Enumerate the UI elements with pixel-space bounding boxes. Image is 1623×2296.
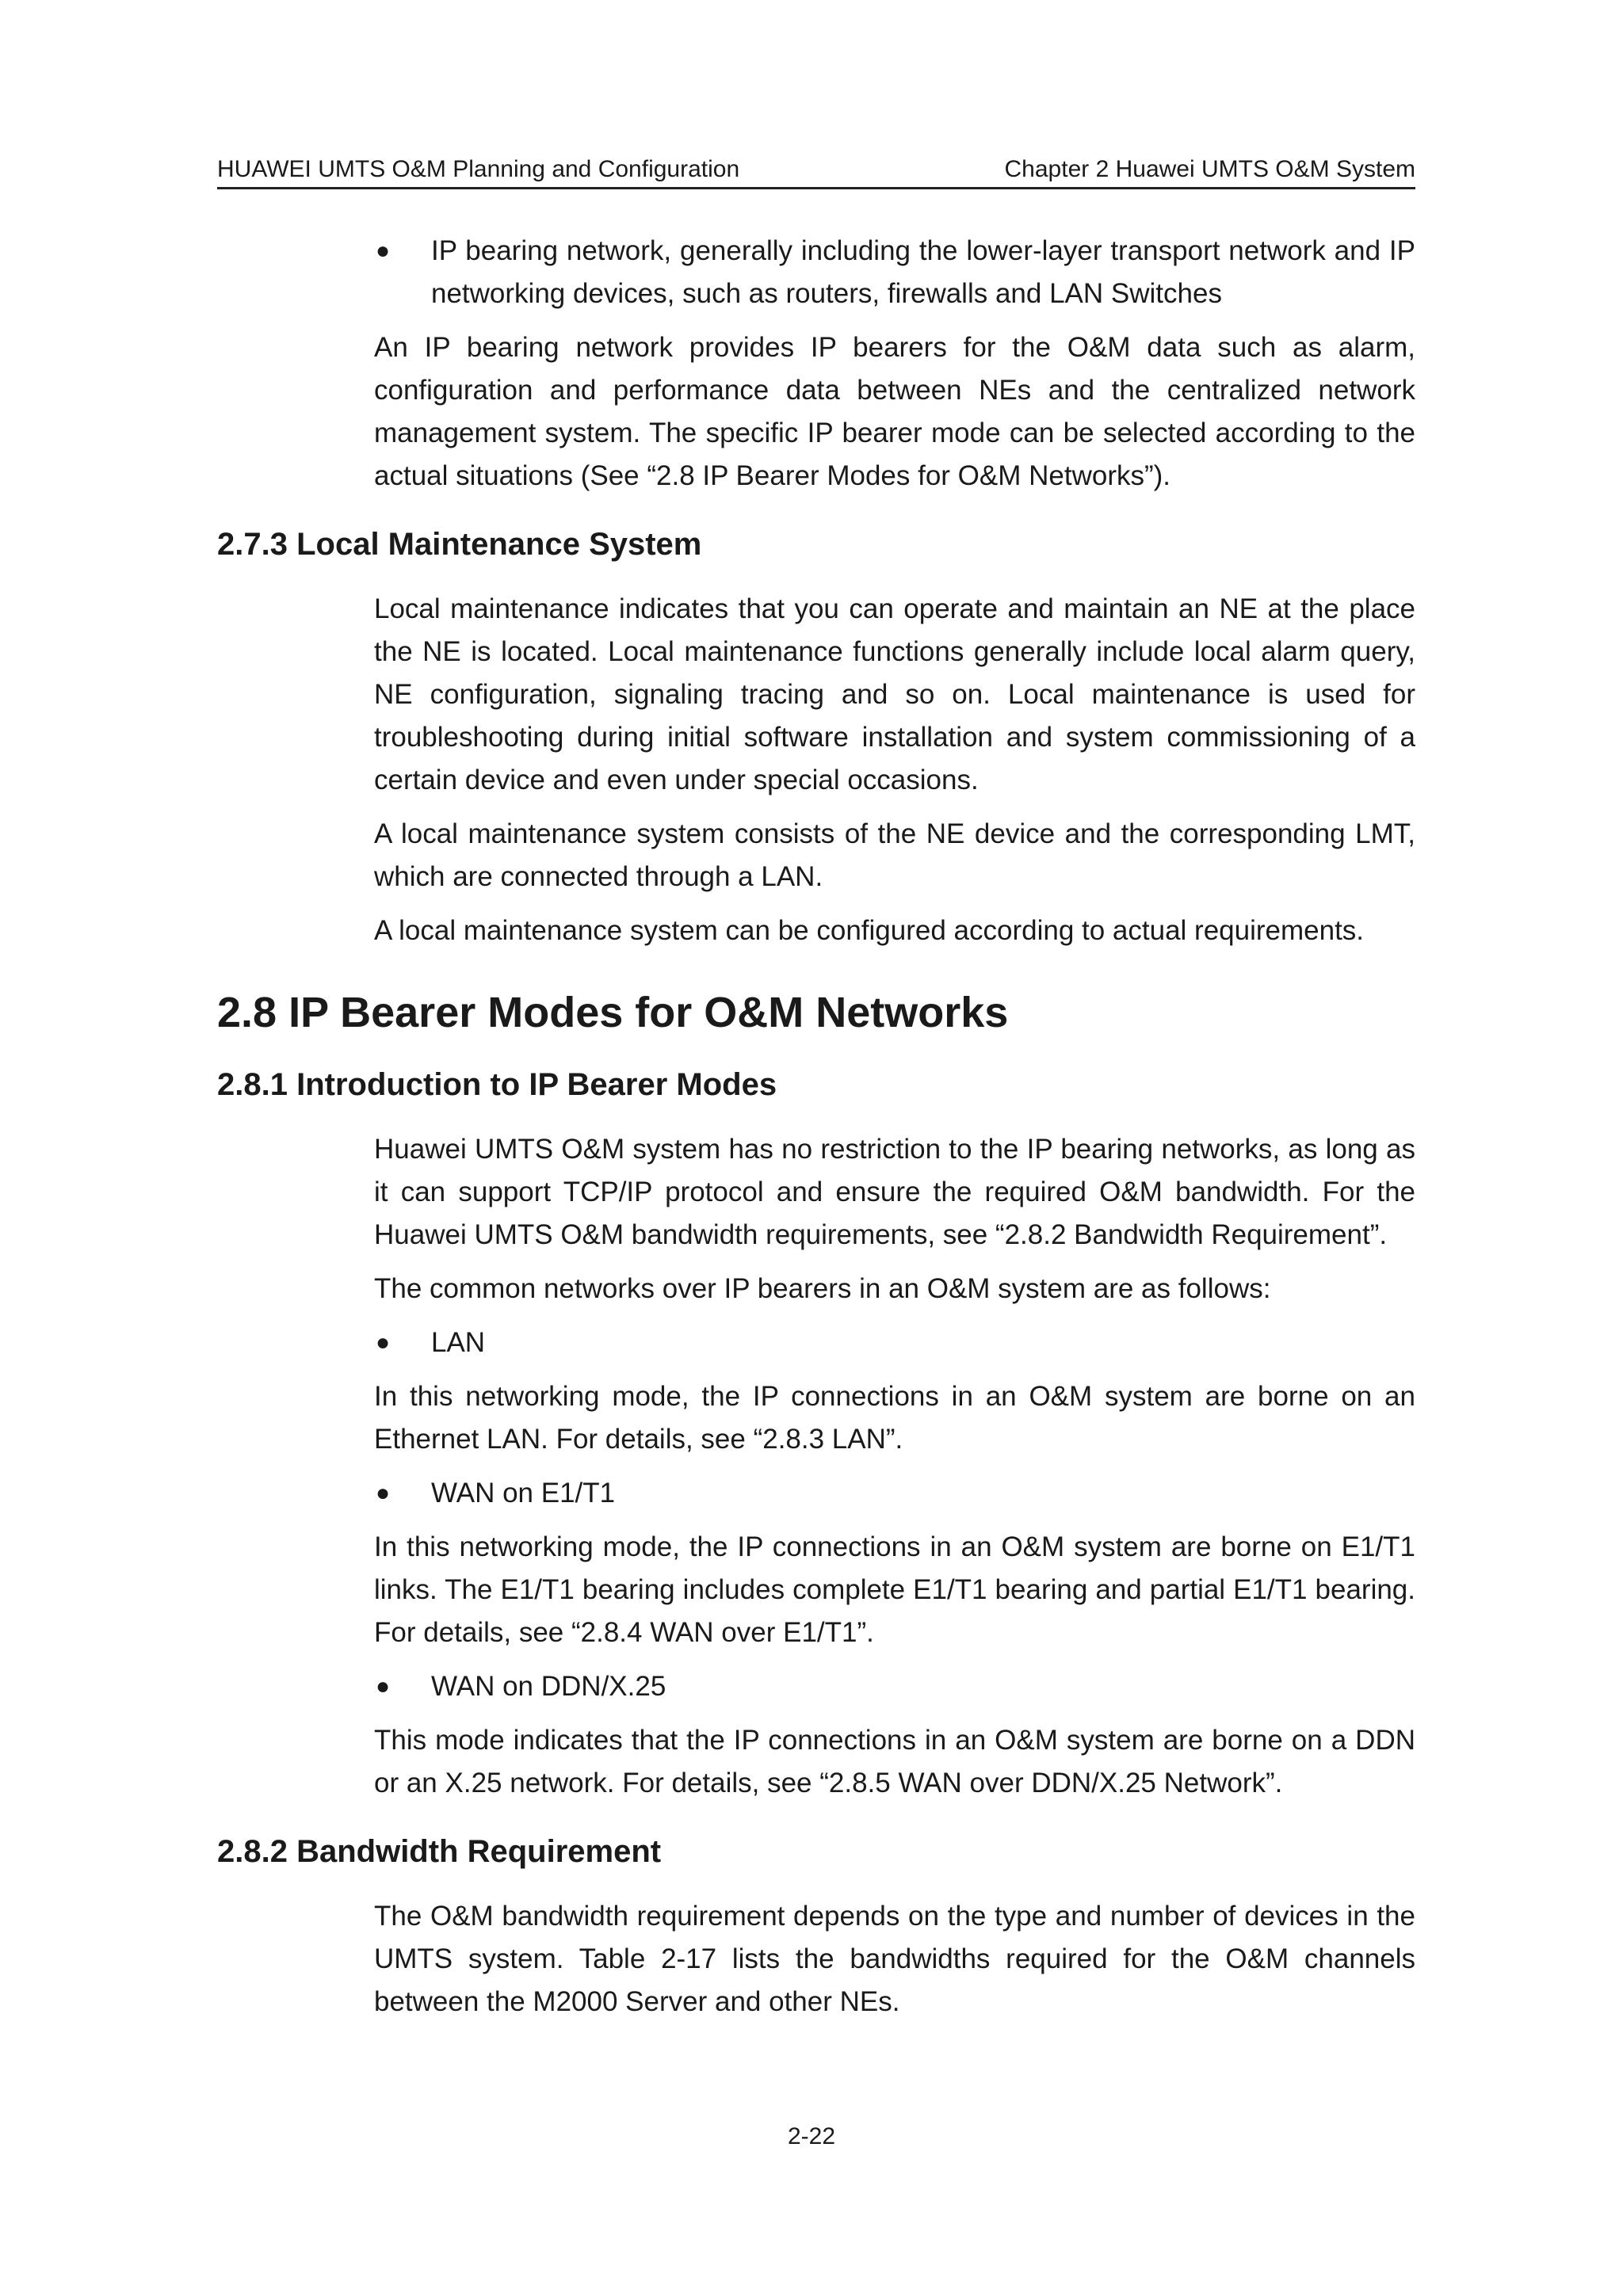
section-body — [374, 230, 1415, 498]
paragraph: A local maintenance system can be configured according to actual requirements. — [374, 915, 1365, 946]
page-content — [217, 230, 1415, 2035]
bullet-icon: ● — [376, 1673, 391, 1699]
paragraph: In this networking mode, the IP connections in an O&M system are borne on E1/T1 links. The E1/T1 bearing includes complete E1/T1 bearing and partial E1/T1 bearing. For details, see “2.8.4 WAN over E1/T1”. — [374, 1531, 1415, 1648]
bullet-item-lan — [374, 1322, 1415, 1364]
page-number: 2-22 — [787, 2123, 836, 2149]
paragraph: Huawei UMTS O&M system has no restriction to the IP bearing networks, as long as it can support TCP/IP protocol and ensure the required O&M bandwidth. For the Huawei UMTS O&M bandwidth requirements, see “2.8.2 Bandwidth Requirement”. — [374, 1134, 1415, 1250]
paragraph: An IP bearing network provides IP bearers for the O&M data such as alarm, configuration and performance data between NEs and the centralized network management system. The specific IP bearer mode can be selected according to the actual situations (See “2.8 IP Bearer Modes for O&M Networks”). — [374, 332, 1415, 491]
paragraph: Local maintenance indicates that you can operate and maintain an NE at the place the NE is located. Local maintenance functions generally include local alarm query, NE configuration, signaling tracing and so on. Local maintenance is used for troubleshooting during initial software installation and system commissioning of a certain device and even under special occasions. — [374, 593, 1415, 795]
bullet-text: IP bearing network, generally including the lower-layer transport network and IP networking devices, such as routers, firewalls and LAN Switches — [431, 235, 1415, 309]
heading-2-8-1: 2.8.1 Introduction to IP Bearer Modes — [217, 1067, 777, 1102]
paragraph: This mode indicates that the IP connections in an O&M system are borne on a DDN or an X.25 network. For details, see “2.8.5 WAN over DDN/X.25 Network”. — [374, 1725, 1415, 1798]
bullet-item-ip-bearing-network — [374, 230, 1415, 315]
header-chapter-title: Chapter 2 Huawei UMTS O&M System — [1004, 156, 1415, 182]
heading-2-7-3: 2.7.3 Local Maintenance System — [217, 527, 702, 562]
bullet-icon: ● — [376, 238, 391, 264]
heading-2-8-2: 2.8.2 Bandwidth Requirement — [217, 1834, 662, 1869]
bullet-text: WAN on DDN/X.25 — [431, 1671, 666, 1702]
bullet-item-wan-e1t1 — [374, 1472, 1415, 1515]
bullet-item-wan-ddn — [374, 1665, 1415, 1708]
bullet-text: WAN on E1/T1 — [431, 1478, 616, 1508]
paragraph: The common networks over IP bearers in an O&M system are as follows: — [374, 1273, 1271, 1304]
running-header — [217, 152, 1415, 189]
bullet-text: LAN — [431, 1327, 486, 1358]
header-book-title: HUAWEI UMTS O&M Planning and Configuration — [217, 156, 740, 182]
paragraph: A local maintenance system consists of the NE device and the corresponding LMT, which are connected through a LAN. — [374, 818, 1415, 892]
section-body — [374, 588, 1415, 952]
bullet-icon: ● — [376, 1329, 391, 1356]
paragraph: The O&M bandwidth requirement depends on the type and number of devices in the UMTS system. Table 2-17 lists the bandwidths required for the O&M channels between the M2000 Server and other NEs. — [374, 1901, 1415, 2017]
bullet-icon: ● — [376, 1480, 391, 1506]
section-body — [374, 1128, 1415, 1805]
paragraph: In this networking mode, the IP connections in an O&M system are borne on an Ethernet LAN. For details, see “2.8.3 LAN”. — [374, 1381, 1415, 1455]
section-body — [374, 1895, 1415, 2023]
heading-2-8: 2.8 IP Bearer Modes for O&M Networks — [217, 989, 1009, 1036]
